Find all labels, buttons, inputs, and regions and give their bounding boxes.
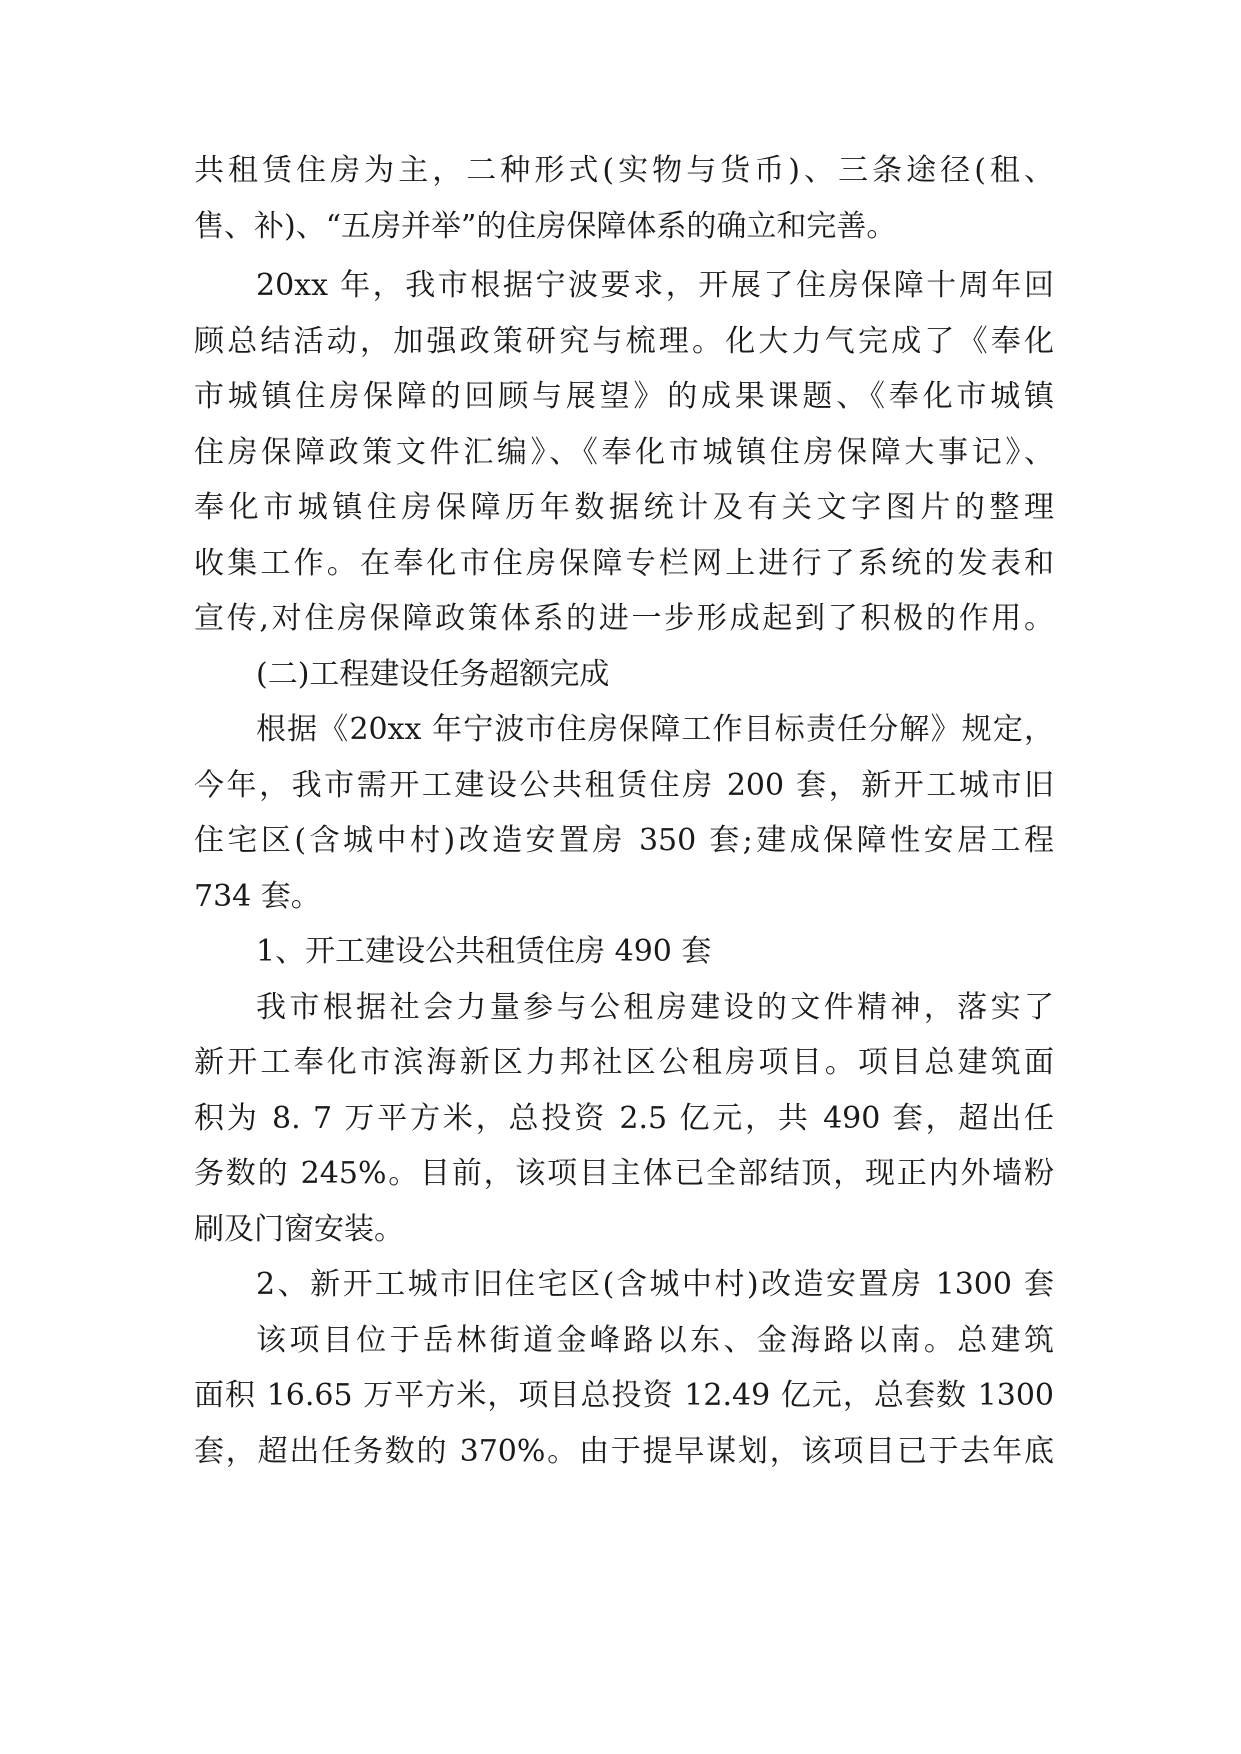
body-text-line: 我市根据社会力量参与公租房建设的文件精神，落实了 [256,990,1054,1025]
section-heading: (二)工程建设任务超额完成 [256,657,610,692]
body-text-line: 住宅区(含城中村)改造安置房 350 套;建成保障性安居工程 [194,823,1054,858]
body-text-line: 共租赁住房为主，二种形式(实物与货币)、三条途径(租、 [194,153,1054,188]
body-text-line: 收集工作。在奉化市住房保障专栏网上进行了系统的发表和 [194,546,1054,581]
body-text-line: 面积 16.65 万平方米，项目总投资 12.49 亿元，总套数 1300 [194,1378,1054,1413]
body-text-line: 顾总结活动，加强政策研究与梳理。化大力气完成了《奉化 [194,324,1054,359]
body-text-line: 务数的 245%。目前，该项目主体已全部结顶，现正内外墙粉 [194,1156,1054,1191]
body-text-line: 今年，我市需开工建设公共租赁住房 200 套，新开工城市旧 [194,768,1054,803]
body-text-line: 刷及门窗安装。 [194,1212,404,1247]
body-text-line: 售、补)、“五房并举”的住房保障体系的确立和完善。 [194,209,897,244]
body-text-line: 新开工奉化市滨海新区力邦社区公租房项目。项目总建筑面 [194,1045,1054,1080]
body-text-line: 奉化市城镇住房保障历年数据统计及有关文字图片的整理 [194,490,1054,525]
subsection-heading: 2、新开工城市旧住宅区(含城中村)改造安置房 1300 套 [256,1267,1054,1302]
body-text-line: 住房保障政策文件汇编》、《奉化市城镇住房保障大事记》、 [194,435,1054,470]
subsection-heading: 1、开工建设公共租赁住房 490 套 [256,934,712,969]
body-text-line: 该项目位于岳林街道金峰路以东、金海路以南。总建筑 [256,1323,1054,1358]
body-text-line: 734 套。 [194,879,321,914]
body-text-line: 套，超出任务数的 370%。由于提早谋划，该项目已于去年底 [194,1434,1054,1469]
body-text-line: 市城镇住房保障的回顾与展望》的成果课题、《奉化市城镇 [194,379,1054,414]
body-text-line: 20xx 年，我市根据宁波要求，开展了住房保障十周年回 [256,268,1054,303]
body-text-line: 积为 8. 7 万平方米，总投资 2.5 亿元，共 490 套，超出任 [194,1101,1054,1136]
body-text-line: 宣传,对住房保障政策体系的进一步形成起到了积极的作用。 [194,601,1054,636]
body-text-line: 根据《20xx 年宁波市住房保障工作目标责任分解》规定， [256,712,1054,747]
